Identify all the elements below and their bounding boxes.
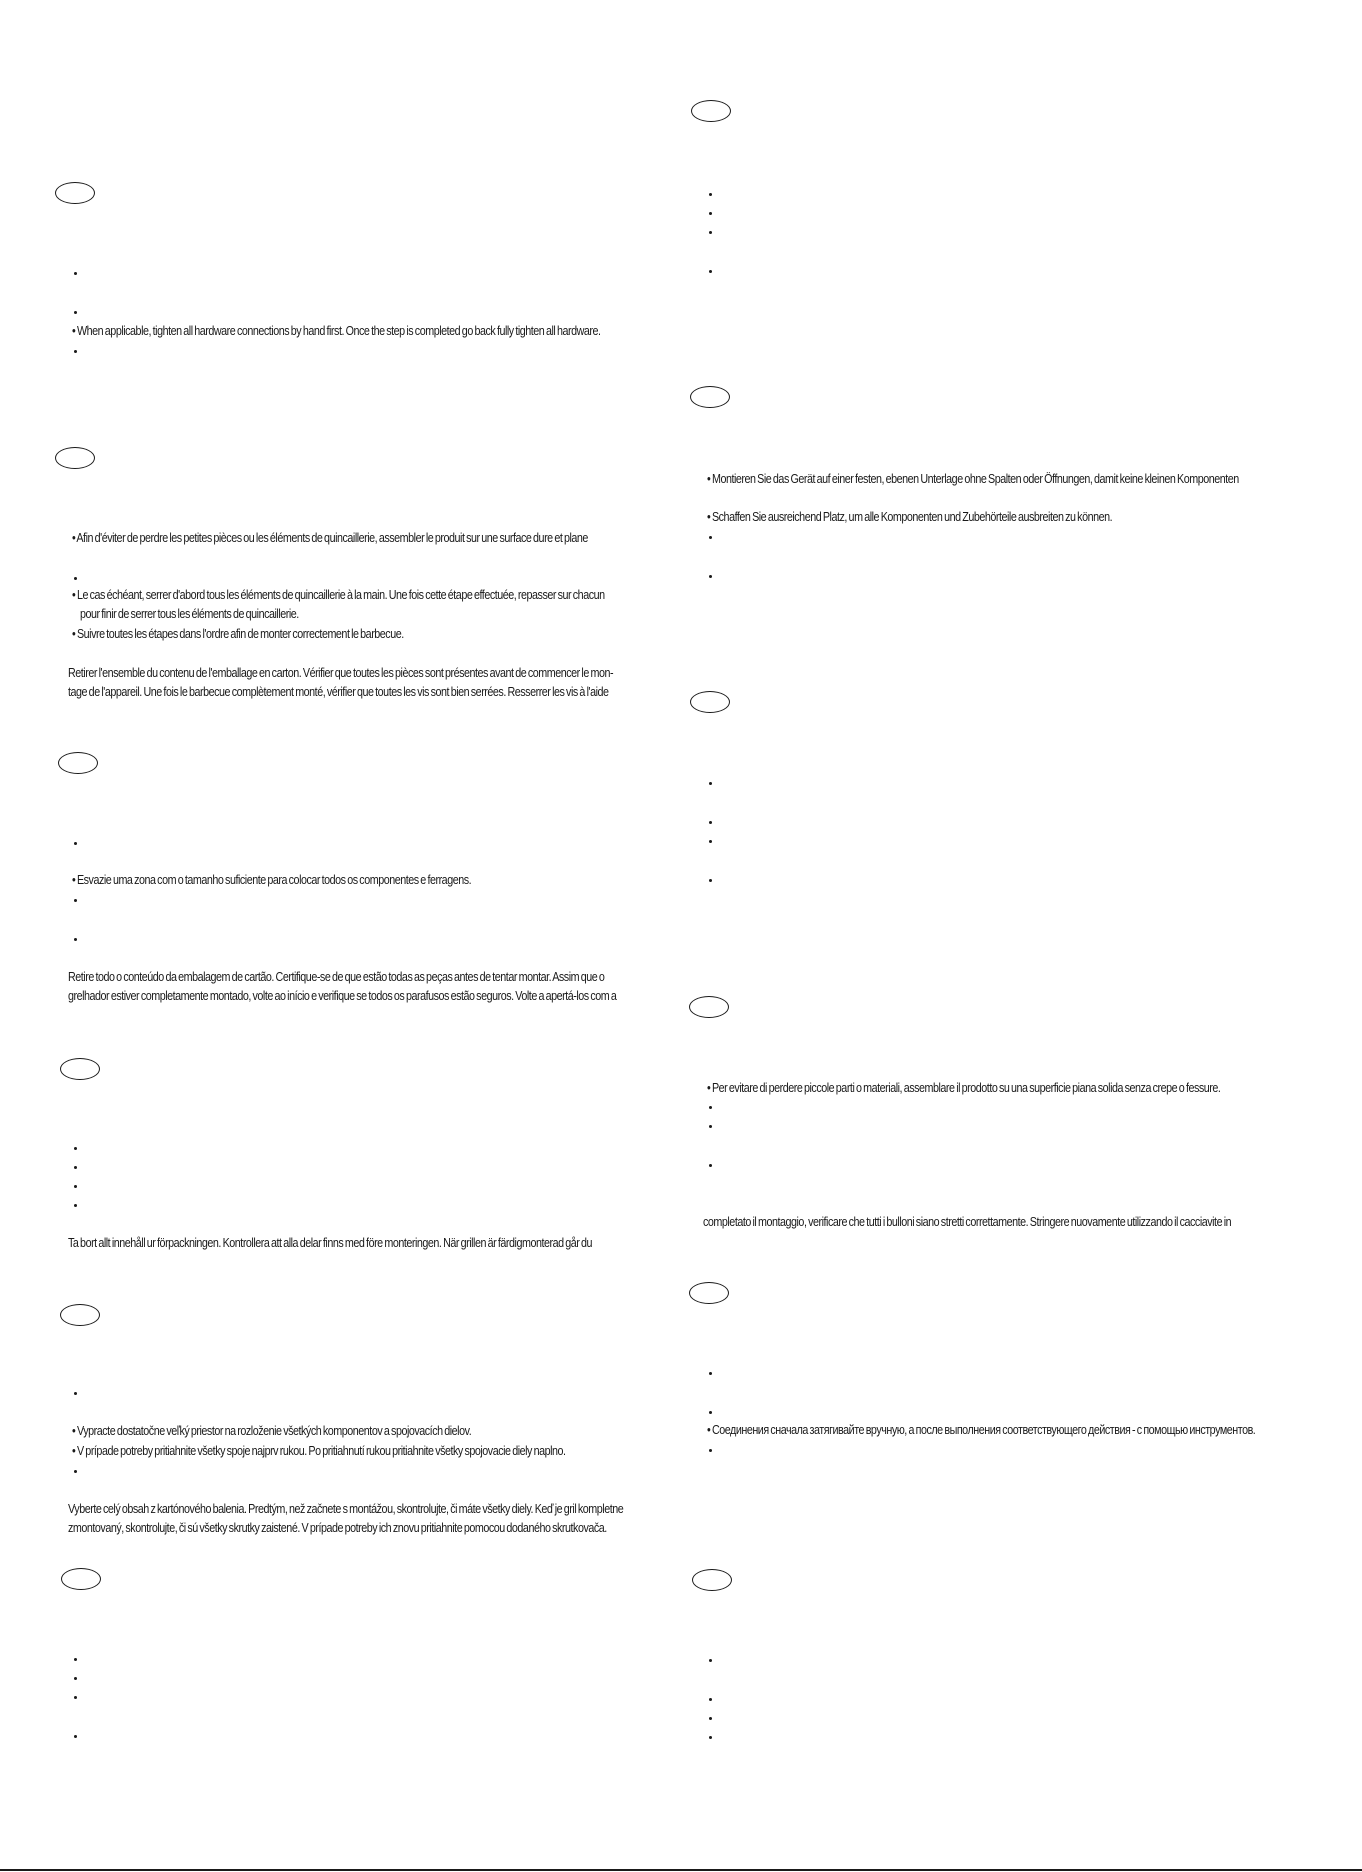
bullet-text: • Montieren Sie das Gerät auf einer festen, ebenen Unterlage ohne Spalten oder Öffnungen, damit keine kleinen Komponenten <box>707 472 1239 486</box>
bullet-dot <box>74 577 77 580</box>
paragraph-line: grelhador estiver completamente montado, volte ao início e verifique se todos os parafusos estão seguros. Volte a apertá-los com a <box>68 989 617 1003</box>
bullet-text: • Esvazie uma zona com o tamanho suficiente para colocar todos os componentes e ferragens. <box>72 873 472 887</box>
bullet-dot <box>709 193 712 196</box>
bullet-text-continuation: pour finir de serrer tous les éléments de quincaillerie. <box>80 607 299 621</box>
bullet-text: • When applicable, tighten all hardware connections by hand first. Once the step is completed go back fully tighten all hardware. <box>72 324 601 338</box>
bullet-text: • Afin d'éviter de perdre les petites pièces ou les éléments de quincaillerie, assembler le produit sur une surface dure et plane <box>72 531 588 545</box>
bullet-text: • Vypracte dostatočne veľký priestor na rozloženie všetkých komponentov a spojovacích dielov. <box>72 1424 472 1438</box>
bullet-dot <box>709 1372 712 1375</box>
bullet-dot <box>709 1125 712 1128</box>
bullet-dot <box>74 350 77 353</box>
bullet-text: • Suivre toutes les étapes dans l'ordre afin de monter correctement le barbecue. <box>72 627 404 641</box>
language-flag-oval <box>55 182 95 204</box>
language-flag-oval <box>60 1304 100 1326</box>
bullet-dot <box>709 1698 712 1701</box>
bullet-dot <box>74 1204 77 1207</box>
bullet-dot <box>709 821 712 824</box>
bullet-dot <box>709 1164 712 1167</box>
bullet-dot <box>709 575 712 578</box>
bullet-dot <box>709 1717 712 1720</box>
bullet-dot <box>74 1470 77 1473</box>
bullet-dot <box>74 311 77 314</box>
bullet-dot <box>74 1392 77 1395</box>
bullet-dot <box>709 1736 712 1739</box>
bullet-dot <box>709 879 712 882</box>
bullet-text: • Соединения сначала затягивайте вручную, а после выполнения соответствующего действия - с помощью инструментов. <box>707 1423 1256 1437</box>
bullet-text: • Per evitare di perdere piccole parti o materiali, assemblare il prodotto su una superficie piana solida senza crepe o fessure. <box>707 1081 1221 1095</box>
bullet-dot <box>74 842 77 845</box>
bullet-dot <box>74 938 77 941</box>
bullet-dot <box>74 272 77 275</box>
bullet-dot <box>709 270 712 273</box>
language-flag-oval <box>692 1569 732 1591</box>
bullet-dot <box>709 1449 712 1452</box>
paragraph-line: Ta bort allt innehåll ur förpackningen. Kontrollera att alla delar finns med före monteringen. När grillen är färdigmonterad går du <box>68 1236 593 1250</box>
bullet-dot <box>74 1735 77 1738</box>
language-flag-oval <box>58 752 98 774</box>
paragraph-line: completato il montaggio, verificare che tutti i bulloni siano stretti correttamente. Stringere nuovamente utilizzando il cacciavite in <box>703 1215 1232 1229</box>
bullet-dot <box>709 840 712 843</box>
bullet-dot <box>709 1411 712 1414</box>
bullet-text: • V prípade potreby pritiahnite všetky spoje najprv rukou. Po pritiahnutí rukou pritiahnite všetky spojovacie diely naplno. <box>72 1444 566 1458</box>
bullet-dot <box>74 1696 77 1699</box>
bullet-text: • Le cas échéant, serrer d'abord tous les éléments de quincaillerie à la main. Une fois cette étape effectuée, repasser sur chacun <box>72 588 605 602</box>
bullet-dot <box>74 1677 77 1680</box>
bullet-dot <box>709 212 712 215</box>
paragraph-line: zmontovaný, skontrolujte, či sú všetky skrutky zaistené. V prípade potreby ich znovu pritiahnite pomocou dodaného skrutkovača. <box>68 1521 607 1535</box>
bullet-dot <box>74 1658 77 1661</box>
language-flag-oval <box>61 1568 101 1590</box>
paragraph-line: Retirer l'ensemble du contenu de l'emballage en carton. Vérifier que toutes les pièces sont présentes avant de commencer le mon- <box>68 666 614 680</box>
paragraph-line: tage de l'appareil. Une fois le barbecue complètement monté, vérifier que toutes les vis sont bien serrées. Resserrer les vis à l'aide <box>68 685 609 699</box>
language-flag-oval <box>55 447 95 469</box>
paragraph-line: Retire todo o conteúdo da embalagem de cartão. Certifique-se de que estão todas as peças antes de tentar montar. Assim que o <box>68 970 605 984</box>
language-flag-oval <box>60 1058 100 1080</box>
bullet-dot <box>74 1166 77 1169</box>
language-flag-oval <box>690 386 730 408</box>
paragraph-line: Vyberte celý obsah z kartónového balenia. Predtým, než začnete s montážou, skontrolujte, či máte všetky diely. Keď je gril kompletne <box>68 1502 624 1516</box>
language-flag-oval <box>689 1282 729 1304</box>
page-bottom-rule <box>0 1869 1362 1871</box>
bullet-dot <box>709 782 712 785</box>
language-flag-oval <box>690 691 730 713</box>
bullet-dot <box>74 1147 77 1150</box>
language-flag-oval <box>689 996 729 1018</box>
bullet-dot <box>709 1659 712 1662</box>
bullet-dot <box>709 1106 712 1109</box>
bullet-dot <box>74 899 77 902</box>
bullet-dot <box>709 536 712 539</box>
language-flag-oval <box>691 100 731 122</box>
bullet-dot <box>709 231 712 234</box>
bullet-text: • Schaffen Sie ausreichend Platz, um alle Komponenten und Zubehörteile ausbreiten zu können. <box>707 510 1113 524</box>
bullet-dot <box>74 1185 77 1188</box>
